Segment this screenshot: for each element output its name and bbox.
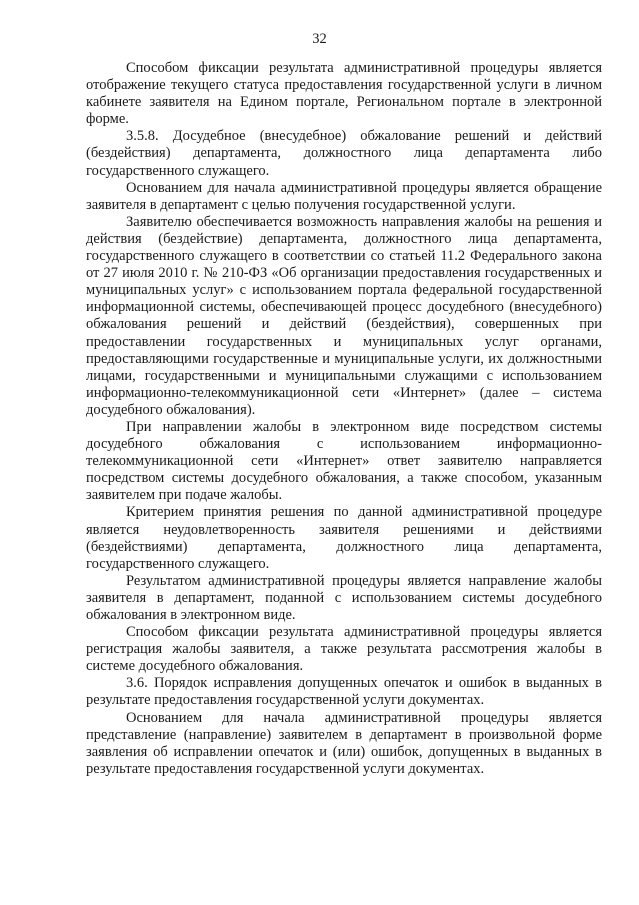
page-number: 32 xyxy=(312,31,327,47)
paragraph-electronic-complaint: При направлении жалобы в электронном виде посредством системы досудебного обжалования с использованием информационно-телекоммуникационной сети «Интернет» ответ заявителю направляется посредством системы досудебного обжалования, а также способом, указанным заявителем при подаче жалобы. xyxy=(86,418,602,504)
paragraph-result-fixation: Способом фиксации результата административной процедуры является регистрация жалобы заявителя, а также результата рассмотрения жалобы в системе досудебного обжалования. xyxy=(86,624,602,675)
paragraph-section-3-6: 3.6. Порядок исправления допущенных опечаток и ошибок в выданных в результате предоставления государственной услуги документах. xyxy=(86,675,602,709)
paragraph-correction-basis: Основанием для начала административной процедуры является представление (направление) заявителем в департамент в произвольной форме заявления об исправлении опечаток и (или) ошибок, допущенных в выданных в результате предоставления государственной услуги документах. xyxy=(86,709,602,777)
paragraph-complaint-possibility: Заявителю обеспечивается возможность направления жалобы на решения и действия (бездействие) департамента, должностного лица департамента, государственного служащего в соответствии со статьей 11.2 Федерального закона от 27 июля 2010 г. № 210-ФЗ «Об организации предоставления государственных и муниципальных услуг» с использованием портала федеральной государственной информационной системы, обеспечивающей процесс досудебного (внесудебного) обжалования решений и действий (бездействия), совершенных при предоставлении государственных и муниципальных услуг органами, предоставляющими государственные и муниципальные услуги, их должностными лицами, государственными и муниципальными служащими с использованием информационно-телекоммуникационной сети «Интернет» (далее – система досудебного обжалования). xyxy=(86,213,602,418)
paragraph-procedure-result: Результатом административной процедуры является направление жалобы заявителя в департамент, поданной с использованием системы досудебного обжалования в электронном виде. xyxy=(86,572,602,623)
paragraph-decision-criterion: Критерием принятия решения по данной административной процедуре является неудовлетворенность заявителя решениями и действиями (бездействиями) департамента, должностного лица департамента, государственного служащего. xyxy=(86,504,602,572)
paragraph-section-3-5-8: 3.5.8. Досудебное (внесудебное) обжалование решений и действий (бездействия) департамента, должностного лица департамента либо государственного служащего. xyxy=(86,128,602,179)
paragraph-fixation-method: Способом фиксации результата административной процедуры является отображение текущего статуса предоставления государственной услуги в личном кабинете заявителя на Едином портале, Региональном портале в электронной форме. xyxy=(86,60,602,128)
document-body xyxy=(86,60,602,778)
paragraph-basis-start: Основанием для начала административной процедуры является обращение заявителя в департамент с целью получения государственной услуги. xyxy=(86,179,602,213)
